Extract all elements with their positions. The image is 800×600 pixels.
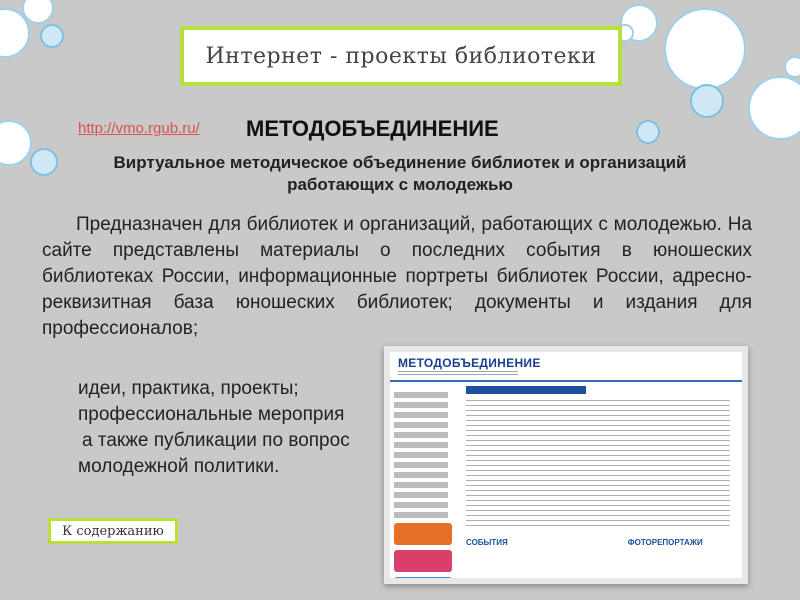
screenshot-header [390,352,742,382]
list-item: идеи, практика, проекты; [78,378,299,399]
decor-bubble [30,148,58,176]
screenshot-footer-label: СОБЫТИЯ [466,538,508,547]
screenshot-logo: МЕТОДОБЪЕДИНЕНИЕ [398,356,541,370]
sidebar-line [394,502,448,508]
project-heading: МЕТОДОБЪЕДИНЕНИЕ [246,116,499,141]
list-item: профессиональные мероприя [78,404,345,425]
sidebar-line [394,492,448,498]
decor-bubble [690,84,724,118]
title-frame [180,26,622,86]
sidebar-line [394,442,448,448]
sidebar-line [394,512,448,518]
sidebar-line [394,392,448,398]
decor-bubble [40,24,64,48]
screenshot-text-block [466,400,730,530]
decor-bubble [0,120,32,166]
sidebar-line [394,432,448,438]
feature-list [78,376,350,480]
sidebar-line [394,422,448,428]
website-screenshot [384,346,748,584]
promo-card [394,577,452,584]
page-title: Интернет - проекты библиотеки [205,43,597,69]
site-link[interactable]: http://vmo.rgub.ru/ [78,120,200,137]
screenshot-main-title [466,386,586,394]
decor-bubble [664,8,746,90]
decor-bubble [748,76,800,140]
screenshot-sidebar [394,388,460,584]
description-paragraph: Предназначен для библиотек и организаций, работающих с молодежью. На сайте представлены материалы о последних события в юношеских библиотеках России, информационные портреты библиотек России, адресно-реквизитная база юношеских библиотек; документы и издания для профессионалов; [42,214,752,339]
contents-button[interactable]: К содержанию [48,518,178,544]
project-subheading: Виртуальное методическое объединение библиотек и организаций работающих с молодежью [113,153,687,194]
sidebar-line [394,462,448,468]
sidebar-line [394,472,448,478]
screenshot-main [466,386,730,576]
screenshot-footer-label: ФОТОРЕПОРТАЖИ [627,538,703,547]
decor-bubble [636,120,660,144]
sidebar-line [394,452,448,458]
sidebar-line [394,402,448,408]
promo-card [394,523,452,545]
promo-card [394,550,452,572]
list-item: молодежной политики. [78,456,280,477]
decor-bubble [784,56,800,78]
sidebar-line [394,412,448,418]
sidebar-line [394,482,448,488]
screenshot-footer [466,538,730,547]
list-item: а также публикации по вопрос [82,430,350,451]
screenshot-tagline [398,371,518,376]
